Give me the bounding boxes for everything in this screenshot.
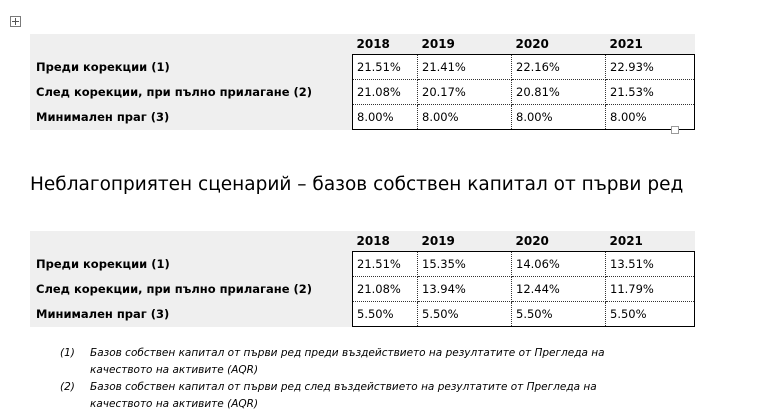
table-row bbox=[30, 277, 695, 302]
row-label: След корекции, при пълно прилагане (2) bbox=[30, 277, 353, 302]
footnote-text bbox=[90, 379, 750, 413]
table-row bbox=[30, 302, 695, 327]
table-row bbox=[30, 105, 695, 130]
year-header-2021: 2021 bbox=[606, 34, 695, 55]
row-label: Преди корекции (1) bbox=[30, 252, 353, 277]
footnote-line: Базов собствен капитал от първи ред преди въздействието на резултатите от Прегледа на bbox=[90, 347, 605, 359]
value-cell: 21.51% bbox=[353, 252, 418, 277]
value-cell: 21.08% bbox=[353, 80, 418, 105]
year-header-2020: 2020 bbox=[512, 34, 606, 55]
value-cell: 22.93% bbox=[606, 55, 695, 80]
footnote-line: Базов собствен капитал от първи ред след въздействието на резултатите от Прегледа на bbox=[90, 381, 597, 393]
section-heading: Неблагоприятен сценарий – базов собствен капитал от първи ред bbox=[30, 174, 684, 195]
value-cell: 5.50% bbox=[512, 302, 606, 327]
row-label: Преди корекции (1) bbox=[30, 55, 353, 80]
table-row bbox=[30, 55, 695, 80]
table-move-handle-icon[interactable] bbox=[10, 16, 21, 27]
year-header-2019: 2019 bbox=[418, 34, 512, 55]
table-row bbox=[30, 252, 695, 277]
adverse-cet1-table bbox=[30, 231, 695, 327]
footnote-line: качеството на активите (AQR) bbox=[90, 364, 259, 376]
value-cell: 8.00% bbox=[353, 105, 418, 130]
table-resize-handle[interactable] bbox=[671, 126, 679, 134]
value-cell: 13.94% bbox=[418, 277, 512, 302]
header-blank-cell bbox=[30, 34, 353, 55]
value-cell: 8.00% bbox=[512, 105, 606, 130]
footnote-text bbox=[90, 345, 750, 379]
footnote-item bbox=[60, 345, 750, 379]
value-cell: 21.08% bbox=[353, 277, 418, 302]
year-header-2018: 2018 bbox=[353, 34, 418, 55]
value-cell: 21.51% bbox=[353, 55, 418, 80]
footnote-number: (2) bbox=[60, 381, 75, 393]
footnotes bbox=[60, 345, 750, 413]
value-cell: 11.79% bbox=[606, 277, 695, 302]
year-header-2019: 2019 bbox=[418, 231, 512, 252]
row-label: След корекции, при пълно прилагане (2) bbox=[30, 80, 353, 105]
value-cell: 14.06% bbox=[512, 252, 606, 277]
baseline-cet1-table bbox=[30, 34, 695, 130]
value-cell: 22.16% bbox=[512, 55, 606, 80]
value-cell: 21.53% bbox=[606, 80, 695, 105]
table-row bbox=[30, 80, 695, 105]
value-cell: 21.41% bbox=[418, 55, 512, 80]
value-cell: 15.35% bbox=[418, 252, 512, 277]
value-cell: 5.50% bbox=[418, 302, 512, 327]
footnote-line: качеството на активите (AQR) bbox=[90, 398, 259, 410]
value-cell: 12.44% bbox=[512, 277, 606, 302]
footnote-item bbox=[60, 379, 750, 413]
value-cell: 8.00% bbox=[606, 105, 695, 130]
row-label: Минимален праг (3) bbox=[30, 302, 353, 327]
year-header-2021: 2021 bbox=[606, 231, 695, 252]
table-header-row bbox=[30, 231, 695, 252]
value-cell: 20.81% bbox=[512, 80, 606, 105]
value-cell: 5.50% bbox=[353, 302, 418, 327]
footnote-number: (1) bbox=[60, 347, 75, 359]
value-cell: 5.50% bbox=[606, 302, 695, 327]
value-cell: 20.17% bbox=[418, 80, 512, 105]
row-label: Минимален праг (3) bbox=[30, 105, 353, 130]
year-header-2018: 2018 bbox=[353, 231, 418, 252]
value-cell: 8.00% bbox=[418, 105, 512, 130]
year-header-2020: 2020 bbox=[512, 231, 606, 252]
table-header-row bbox=[30, 34, 695, 55]
header-blank-cell bbox=[30, 231, 353, 252]
value-cell: 13.51% bbox=[606, 252, 695, 277]
